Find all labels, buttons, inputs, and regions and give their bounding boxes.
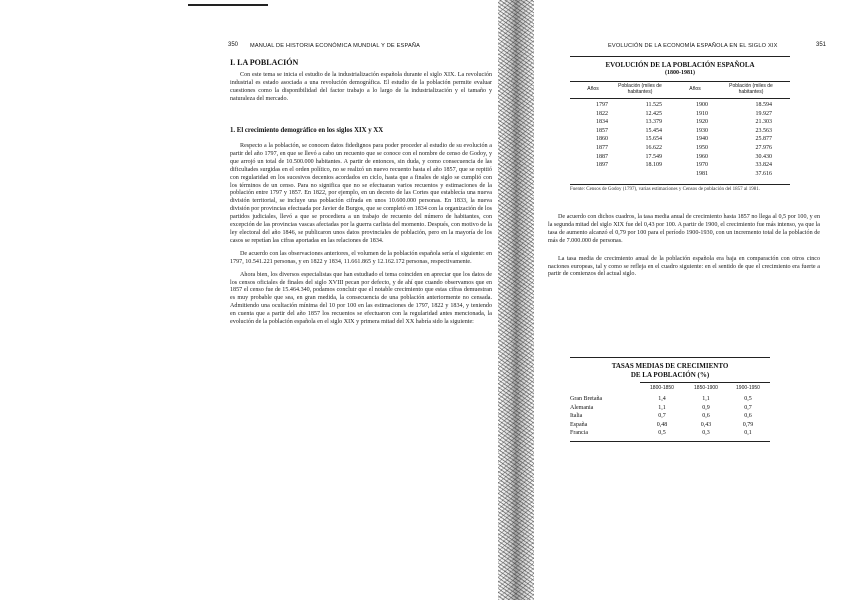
table1-population-cell: 17.549 xyxy=(645,153,662,160)
table2-rate-cell: 1,4 xyxy=(658,396,666,402)
table1-population-cell: 15.454 xyxy=(645,127,662,134)
table1-year-cell: 1910 xyxy=(696,110,708,117)
table1-population-cell: 15.654 xyxy=(645,136,662,143)
table1-population-cell: 18.109 xyxy=(645,162,662,169)
table1-subtitle: (1800-1981) xyxy=(665,70,695,76)
table1-population-cell: 23.563 xyxy=(755,127,772,134)
right-page xyxy=(530,0,830,600)
table2-country-cell: Italia xyxy=(570,413,583,420)
table2-rate-cell: 0,5 xyxy=(744,396,752,402)
table2-country-cell: Gran Bretaña xyxy=(570,396,603,402)
paragraph-3: Ahora bien, los diversos especialistas que han estudiado el tema coinciden en apreciar que los datos de los censos oficiales de finales del siglo XVIII pecan por defecto, y de ahí que cuando observamos que en 1857 el censo fue de 15.464.340, podamos concluir que el notable crecimiento que estas cifras demuestran es muy probable que sea, en gran medida, la consecuencia de una población anteriormente no censada. Admitiendo una ocultación mínima del 10 por 100 en las estimaciones de 1797, 1822 y 1834, y teniendo en cuenta que a partir del año 1857 los recuentos se efectuaron con la regularidad antes mencionada, la evolución de la población española en el siglo XIX y primera mitad del XX habría sido la siguiente: xyxy=(230,271,492,326)
table2-header-col2: 1850-1900 xyxy=(694,385,718,391)
table1-year-cell: 1981 xyxy=(696,170,708,177)
table1-header-years-1: Años xyxy=(587,86,599,92)
body-paragraphs-left xyxy=(230,143,492,327)
table1-year-cell: 1887 xyxy=(596,153,608,160)
table1-population-cell: 11.525 xyxy=(645,102,662,108)
table1-population-cell: 16.622 xyxy=(645,145,662,151)
table2-subtitle: DE LA POBLACIÓN (%) xyxy=(630,371,710,379)
table1-header-pop-1: Población (miles de habitantes) xyxy=(618,83,662,95)
running-head-left: MANUAL DE HISTORIA ECONÓMICA MUNDIAL Y DE ESPAÑA xyxy=(250,43,421,49)
table1-year-cell: 1877 xyxy=(596,145,608,151)
table2-rate-cell: 0,7 xyxy=(658,413,666,420)
table1-population-cell: 33.824 xyxy=(755,162,772,169)
table1-population-cell: 13.379 xyxy=(645,119,662,126)
table2-rate-cell: 0,5 xyxy=(658,430,666,437)
table2-country-cell: Alemania xyxy=(570,404,594,411)
running-head-right: EVOLUCIÓN DE LA ECONOMÍA ESPAÑOLA EN EL SIGLO XIX xyxy=(608,43,778,49)
table1-year-cell: 1920 xyxy=(696,119,708,126)
table1-population-cell: 30.430 xyxy=(755,153,772,160)
table2-rate-cell: 0,6 xyxy=(702,413,710,420)
table1-year-cell: 1860 xyxy=(596,136,608,143)
book-gutter xyxy=(498,0,534,600)
paragraph-1: Respecto a la población, se conocen datos fidedignos para poder proceder al estudio de su evolución a partir del año 1797, en que se llevó a cabo un recuento que se conoce con el nombre de censo de Godoy, y que arrojó un total de 10.500.000 habitantes. A partir de entonces, sin duda, y como consecuencia de las dificultades surgidas en el orden político, no se realizó un nuevo recuento hasta el año 1857, que se repitió con regularidad en los sucesivos decenios acordados en ciclo, hasta que a finales de siglo se cumplió con los términos de un censo. Para no significa que no se efectuaran varios recuentos y estimaciones de la población entre 1797 y 1857. En 1822, por ejemplo, en un decreto de las Cortes que establecía una nueva división territorial, se incluye una población cifrada en unos 10.600.000 personas. En 1833, la nueva división por provincias efectuada por Javier de Burgos, que se completó en 1834 con la organización de los partidos judiciales, llevó a que se procediera a un trabajo de recuento del número de habitantes, con excepción de las provincias vascas afectadas por la guerra carlista del momento. Después, con motivo de la ley electoral del año 1846, se publicaron unos datos provinciales de población, pero en la mayoría de los casos se repetían las cifras aportadas en las relaciones de 1834. xyxy=(230,143,492,244)
table1-year-cell: 1940 xyxy=(696,136,708,143)
table2-rate-cell: 0,3 xyxy=(702,430,710,437)
table1-population-cell: 21.303 xyxy=(755,119,772,126)
table2-header-col3: 1900-1950 xyxy=(736,385,760,391)
table2-rate-cell: 0,43 xyxy=(700,421,712,428)
intro-paragraph: Con este tema se inicia el estudio de la industrialización española durante el siglo XIX. La revolución industrial es estado asociada a una revolución demográfica. El estudio de la población permite evaluar cuestiones como la disponibilidad del factor trabajo a lo largo de la industrialización y el tamaño y naturaleza del mercado. xyxy=(230,72,492,102)
table1-year-cell: 1970 xyxy=(696,162,708,169)
subheading: 1. El crecimiento demográfico en los siglos XIX y XX xyxy=(230,127,384,134)
paragraph-right-2: La tasa media de crecimiento anual de la población española era baja en comparación con otros cinco naciones europeas, tal y como se refleja en el cuadro siguiente: en el sentido de que el crecimiento era fuerte a partir de comienzos del actual siglo. xyxy=(548,255,820,278)
table1-population-cell: 27.976 xyxy=(755,145,772,151)
table2-rate-cell: 0,9 xyxy=(702,404,710,411)
table1-year-cell: 1960 xyxy=(696,153,708,160)
page-number-right: 351 xyxy=(816,42,827,48)
table1-year-cell: 1857 xyxy=(596,127,608,134)
table2-rate-cell: 1,1 xyxy=(658,404,666,411)
table1-header-years-2: Años xyxy=(689,86,701,92)
table1-year-cell: 1797 xyxy=(596,102,608,108)
table1-note: Fuente: Censos de Godoy (1797), varias estimaciones y Censos de población del 1857 al 1981. xyxy=(570,187,760,192)
table1-title: EVOLUCIÓN DE LA POBLACIÓN ESPAÑOLA xyxy=(605,61,755,69)
table2-rate-cell: 0,48 xyxy=(656,421,668,428)
left-page xyxy=(228,0,498,600)
table1-year-cell: 1950 xyxy=(696,145,708,151)
table2-rate-cell: 0,1 xyxy=(744,430,752,437)
table2-country-cell: España xyxy=(570,421,588,428)
page-number-left: 350 xyxy=(228,42,239,48)
table2-header-col1: 1800-1850 xyxy=(650,385,674,391)
table1-header-pop-2: Población (miles de habitantes) xyxy=(729,83,773,95)
section-heading: I. LA POBLACIÓN xyxy=(230,58,299,67)
table1-population-cell: 19.927 xyxy=(755,110,772,117)
table1-year-cell: 1930 xyxy=(696,127,708,134)
population-table xyxy=(570,56,790,206)
table1-year-cell: 1900 xyxy=(696,102,708,108)
table1-population-cell: 18.594 xyxy=(755,102,772,108)
table2-rate-cell: 0,7 xyxy=(744,404,752,411)
table2-rate-cell: 0,6 xyxy=(744,413,752,420)
table2-rate-cell: 1,1 xyxy=(702,396,710,402)
growth-rates-table xyxy=(570,357,770,447)
table1-year-cell: 1834 xyxy=(596,119,608,126)
top-rule xyxy=(188,4,268,6)
table1-population-cell: 12.425 xyxy=(645,110,662,117)
table1-population-cell: 37.616 xyxy=(755,170,772,177)
body-paragraphs-right xyxy=(548,214,820,279)
table2-title: TASAS MEDIAS DE CRECIMIENTO xyxy=(611,362,729,370)
paragraph-2: De acuerdo con las observaciones anteriores, el volumen de la población española sería el siguiente: en 1797, 10.541.221 personas, y en 1822 y 1834, 11.661.865 y 12.162.172 personas, respectivamente. xyxy=(230,250,492,265)
paragraph-right-1: De acuerdo con dichos cuadros, la tasa media anual de crecimiento hasta 1857 no llega al 0,5 por 100, y en la segunda mitad del siglo XIX fue del 0,43 por 100. A partir de 1900, el crecimiento fue más intenso, ya que la tasa de aumento alcanzó el 0,79 por 100 para el período 1900-1930, con un incremento total de la población de más de 7.000.000 de personas. xyxy=(548,214,820,244)
table1-year-cell: 1897 xyxy=(596,162,608,169)
table1-population-cell: 25.877 xyxy=(755,136,772,143)
table2-country-cell: Francia xyxy=(570,430,588,437)
table2-rate-cell: 0,79 xyxy=(742,421,754,428)
table1-year-cell: 1822 xyxy=(596,110,608,117)
